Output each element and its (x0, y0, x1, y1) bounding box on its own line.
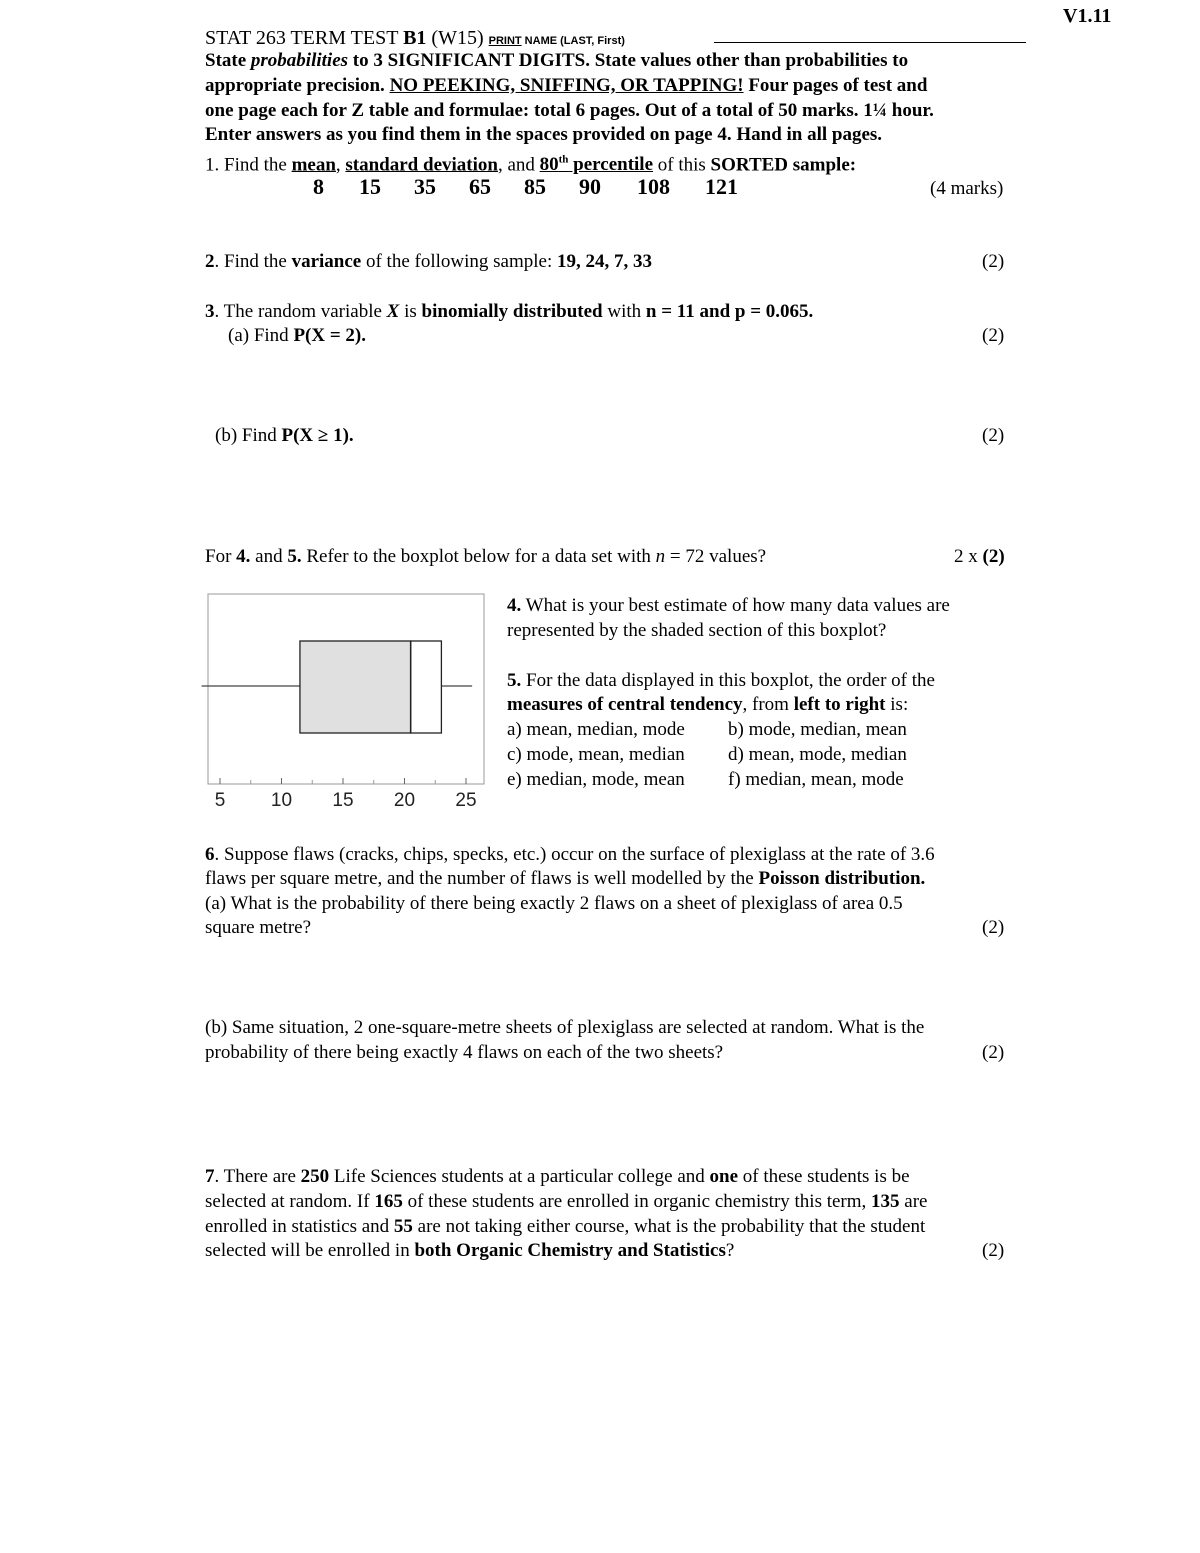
q1-text: . Find the (214, 154, 292, 176)
q1-number: 1 (205, 154, 215, 176)
q1-data-value: 90 (579, 174, 601, 199)
q7-num-165: 165 (374, 1191, 403, 1212)
q6-number: 6 (205, 844, 215, 865)
q45-intro (205, 545, 766, 569)
q5-line-2 (507, 693, 908, 717)
q4-line-1: What is your best estimate of how many data values are (521, 595, 950, 616)
unshaded-box-section (411, 641, 442, 733)
q1-marks: (4 marks) (930, 178, 1004, 199)
q5-end: is: (885, 694, 909, 715)
q7-l2c: of these students are enrolled in organic chemistry this term, (402, 1191, 872, 1212)
q7-qmark: ? (725, 1240, 735, 1261)
q45-n4: 4. (236, 546, 251, 567)
q5-option[interactable]: d) mean, mode, median (728, 744, 907, 765)
question-5 (507, 669, 935, 693)
q45-text-2: and (250, 546, 288, 567)
q5-option[interactable]: a) mean, median, mode (507, 719, 685, 740)
question-6 (205, 843, 935, 867)
q45-text-3: Refer to the boxplot below for a data set with (301, 546, 656, 567)
q7-l2a: selected at random. If (205, 1191, 375, 1212)
instr-prefix: State (205, 50, 251, 71)
q1-data-value: 35 (414, 174, 436, 199)
q45-text-4: = 72 values? (665, 546, 767, 567)
q45-marks-value: (2) (982, 546, 1005, 567)
question-4 (507, 594, 950, 618)
axis-tick-label: 15 (332, 790, 354, 811)
q5-line-1: For the data displayed in this boxplot, the order of the (521, 670, 935, 691)
q7-line-2 (205, 1190, 928, 1214)
name-label: NAME (LAST, First) (521, 35, 625, 47)
q1-and: , and (497, 154, 540, 176)
q7-num-55: 55 (393, 1216, 413, 1237)
q7-text-2: Life Sciences students at a particular college and (329, 1166, 710, 1187)
axis-tick-label: 25 (455, 790, 477, 811)
question-7 (205, 1165, 910, 1189)
q1-data-value: 15 (359, 174, 381, 199)
q3-x: X (386, 301, 400, 322)
q3a-prob: P(X = 2). (293, 325, 366, 346)
q7-num-135: 135 (871, 1191, 900, 1212)
q6a-marks: (2) (982, 917, 1005, 938)
q2-number: 2 (205, 251, 215, 272)
q6-part-b: (b) Same situation, 2 one-square-metre sheets of plexiglass are selected at random. What is the (205, 1017, 925, 1038)
q7-number: 7 (205, 1166, 215, 1187)
q1-data-value: 65 (469, 174, 491, 199)
shaded-box-section (300, 641, 411, 733)
q6-line-2 (205, 867, 925, 891)
q3a-text: (a) Find (228, 325, 294, 346)
title-term: (W15) (426, 27, 489, 49)
q7-marks: (2) (982, 1240, 1005, 1261)
q1-pct-num: 80 (539, 154, 559, 176)
q1-sd: standard deviation (345, 154, 498, 176)
q1-comma: , (335, 154, 346, 176)
q6-part-a-2: square metre? (205, 917, 312, 938)
q2-marks: (2) (982, 251, 1005, 272)
q5-option[interactable]: c) mode, mean, median (507, 744, 685, 765)
q6-part-a: (a) What is the probability of there being exactly 2 flaws on a sheet of plexiglass of area 0.5 (205, 893, 903, 914)
q7-l4a: selected will be enrolled in (205, 1240, 415, 1261)
q1-sorted: SORTED sample: (710, 154, 857, 176)
q5-option[interactable]: f) median, mean, mode (728, 769, 904, 790)
boxplot-chart (200, 588, 500, 818)
q1-data-value: 121 (705, 174, 738, 199)
axis-tick-label: 10 (270, 790, 293, 811)
q7-l3a: enrolled in statistics and (205, 1216, 394, 1237)
q7-line-3 (205, 1215, 925, 1239)
q45-n5: 5. (287, 546, 302, 567)
axis-tick-label: 20 (393, 790, 416, 811)
q7-text: . There are (214, 1166, 301, 1187)
q5-mid: , from (742, 694, 794, 715)
print-label: PRINT (488, 35, 522, 47)
q7-line-4 (205, 1239, 734, 1263)
q3a-marks: (2) (982, 325, 1005, 346)
instructions-line-2 (205, 49, 908, 73)
axis-tick-label: 5 (214, 790, 226, 811)
q2-text: . Find the (214, 251, 292, 272)
question-3 (205, 300, 813, 324)
q7-text-3: of these students is be (738, 1166, 910, 1187)
instructions-line-3 (205, 74, 927, 98)
q6-part-b-2: probability of there being exactly 4 flaws on each of the two sheets? (205, 1042, 724, 1063)
q3-number: 3 (205, 301, 215, 322)
question-2 (205, 250, 652, 274)
q3b-text: (b) Find (215, 425, 282, 446)
q2-variance: variance (291, 251, 362, 272)
instr3-rest: Four pages of test and (743, 75, 928, 96)
q5-option[interactable]: e) median, mode, mean (507, 769, 685, 790)
instr-probabilities: probabilities (250, 50, 349, 71)
instr3-warning: NO PEEKING, SNIFFING, OR TAPPING! (389, 75, 744, 96)
q5-number: 5. (507, 670, 522, 691)
version-label: V1.11 (1063, 5, 1112, 27)
q1-pct-word: percentile (568, 154, 654, 176)
q6-line-1: . Suppose flaws (cracks, chips, specks, etc.) occur on the surface of plexiglass at the rate of 3.6 (214, 844, 935, 865)
q7-both: both Organic Chemistry and Statistics (414, 1240, 726, 1261)
q3b-prob: P(X ≥ 1). (281, 425, 354, 446)
instructions-line-5: Enter answers as you find them in the spaces provided on page 4. Hand in all pages. (205, 124, 883, 145)
instr3-prefix: appropriate precision. (205, 75, 390, 96)
q3b-marks: (2) (982, 425, 1005, 446)
q1-mean: mean (291, 154, 336, 176)
q45-text: For (205, 546, 237, 567)
q1-pct-sup: th (558, 154, 569, 166)
q1-data-value: 8 (313, 174, 324, 199)
q7-l3c: are not taking either course, what is the probability that the student (412, 1216, 926, 1237)
q2-data: 19, 24, 7, 33 (557, 251, 652, 272)
instr-rest: to 3 SIGNIFICANT DIGITS. State values other than probabilities to (348, 50, 909, 71)
title-text: STAT 263 TERM TEST (205, 27, 404, 49)
q45-marks-prefix: 2 x (954, 546, 983, 567)
q1-data-value: 108 (637, 174, 670, 199)
q7-one: one (709, 1166, 739, 1187)
q2-text-2: of the following sample: (361, 251, 557, 272)
q7-num-250: 250 (300, 1166, 330, 1187)
q5-measures: measures of central tendency (507, 694, 743, 715)
q4-number: 4. (507, 595, 522, 616)
q4-line-2: represented by the shaded section of this boxplot? (507, 620, 887, 641)
q6b-marks: (2) (982, 1042, 1005, 1063)
q45-marks (954, 545, 1005, 569)
instructions-line-4: one page each for Z table and formulae: total 6 pages. Out of a total of 50 marks. 1¼ hour. (205, 100, 934, 121)
name-field[interactable] (714, 42, 1026, 43)
q3-text-2: is (399, 301, 422, 322)
q3-params: n = 11 and p = 0.065. (645, 301, 814, 322)
q3-binom: binomially distributed (421, 301, 603, 322)
q3-text: . The random variable (214, 301, 387, 322)
q6-poisson: Poisson distribution. (758, 868, 926, 889)
title-code: B1 (403, 27, 427, 49)
q1-data-value: 85 (524, 174, 546, 199)
q6-line-2a: flaws per square metre, and the number of flaws is well modelled by the (205, 868, 759, 889)
q3-part-a (228, 324, 366, 348)
q5-left-right: left to right (793, 694, 886, 715)
q5-option[interactable]: b) mode, median, mean (728, 719, 907, 740)
q3-text-3: with (602, 301, 646, 322)
q45-n: n (655, 546, 666, 567)
q3-part-b (215, 424, 354, 448)
question-1 (205, 148, 856, 177)
q7-l2e: are (899, 1191, 928, 1212)
q1-text-2: of this (653, 154, 711, 176)
